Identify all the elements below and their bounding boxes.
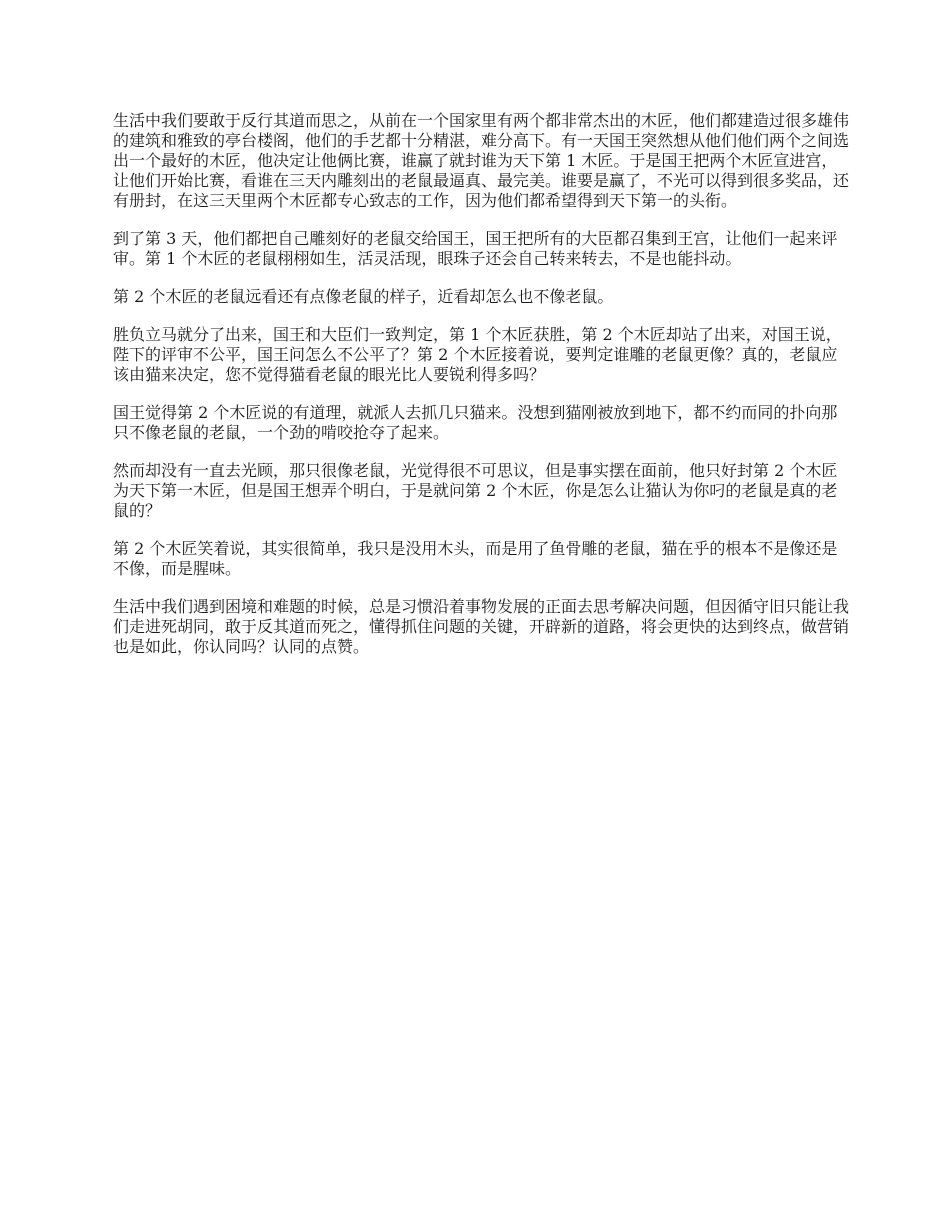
paragraph-5: 国王觉得第 2 个木匠说的有道理，就派人去抓几只猫来。没想到猫刚被放到地下，都不约而同的扑向那只不像老鼠的老鼠，一个劲的啃咬抢夺了起来。 bbox=[113, 403, 838, 442]
paragraph-4: 胜负立马就分了出来，国王和大臣们一致判定，第 1 个木匠获胜，第 2 个木匠却站了出来，对国王说，陛下的评审不公平，国王问怎么不公平了？第 2 个木匠接着说，要判定谁雕的老鼠更像？真的，老鼠应该由猫来决定，您不觉得猫看老鼠的眼光比人要锐利得多吗？ bbox=[113, 325, 842, 384]
paragraph-2: 到了第 3 天，他们都把自己雕刻好的老鼠交给国王，国王把所有的大臣都召集到王宫，让他们一起来评审。第 1 个木匠的老鼠栩栩如生，活灵活现，眼珠子还会自己转来转去，不是也能抖动。 bbox=[113, 229, 838, 268]
paragraph-6: 然而却没有一直去光顾，那只很像老鼠，光觉得很不可思议，但是事实摆在面前，他只好封第 2 个木匠为天下第一木匠，但是国王想弄个明白，于是就问第 2 个木匠，你是怎么让猫认为你叼的老鼠是真的老鼠的？ bbox=[113, 461, 838, 520]
document-body bbox=[113, 111, 853, 675]
paragraph-3: 第 2 个木匠的老鼠远看还有点像老鼠的样子，近看却怎么也不像老鼠。 bbox=[113, 287, 614, 306]
paragraph-1: 生活中我们要敢于反行其道而思之，从前在一个国家里有两个都非常杰出的木匠，他们都建造过很多雄伟的建筑和雅致的亭台楼阁，他们的手艺都十分精湛，难分高下。有一天国王突然想从他们他们两个之间选出一个最好的木匠，他决定让他俩比赛，谁赢了就封谁为天下第 1 木匠。于是国王把两个木匠宣进宫，让他们开始比赛，看谁在三天内雕刻出的老鼠最逼真、最完美。谁要是赢了，不光可以得到很多奖品，还有册封，在这三天里两个木匠都专心致志的工作，因为他们都希望得到天下第一的头衔。 bbox=[113, 111, 850, 210]
paragraph-8: 生活中我们遇到困境和难题的时候，总是习惯沿着事物发展的正面去思考解决问题，但因循守旧只能让我们走进死胡同，敢于反其道而死之，懂得抓住问题的关键，开辟新的道路，将会更快的达到终点，做营销也是如此，你认同吗？认同的点赞。 bbox=[113, 597, 850, 656]
paragraph-7: 第 2 个木匠笑着说，其实很简单，我只是没用木头，而是用了鱼骨雕的老鼠，猫在乎的根本不是像还是不像，而是腥味。 bbox=[113, 539, 838, 578]
